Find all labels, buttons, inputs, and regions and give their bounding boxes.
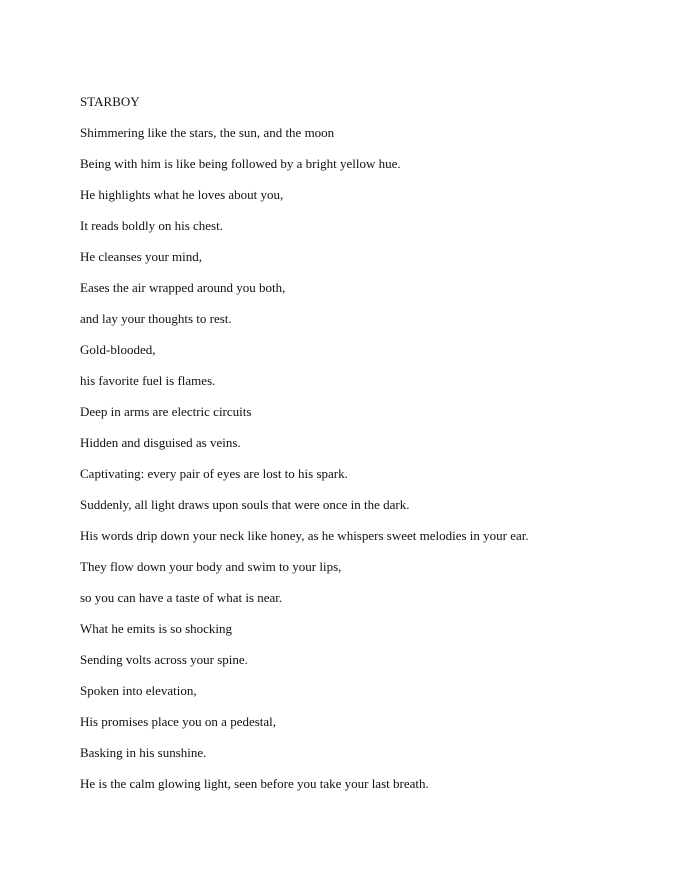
poem-line-10: Deep in arms are electric circuits bbox=[80, 404, 252, 419]
poem-line-1: Shimmering like the stars, the sun, and the moon bbox=[80, 125, 335, 140]
poem-line-3: He highlights what he loves about you, bbox=[80, 187, 284, 202]
poem-line-16: so you can have a taste of what is near. bbox=[80, 590, 283, 605]
poem-line-19: Spoken into elevation, bbox=[80, 683, 197, 698]
poem-line-14: His words drip down your neck like honey, as he whispers sweet melodies in your ear. bbox=[80, 528, 529, 543]
poem-line-7: and lay your thoughts to rest. bbox=[80, 311, 232, 326]
poem-line-22: He is the calm glowing light, seen before you take your last breath. bbox=[80, 776, 429, 791]
poem-line-6: Eases the air wrapped around you both, bbox=[80, 280, 286, 295]
poem-line-18: Sending volts across your spine. bbox=[80, 652, 248, 667]
poem-line-21: Basking in his sunshine. bbox=[80, 745, 207, 760]
poem-line-9: his favorite fuel is flames. bbox=[80, 373, 216, 388]
poem-line-13: Suddenly, all light draws upon souls that were once in the dark. bbox=[80, 497, 410, 512]
poem-line-8: Gold-blooded, bbox=[80, 342, 156, 357]
poem-line-12: Captivating: every pair of eyes are lost to his spark. bbox=[80, 466, 348, 481]
poem-line-20: His promises place you on a pedestal, bbox=[80, 714, 277, 729]
poem-line-15: They flow down your body and swim to your lips, bbox=[80, 559, 342, 574]
poem-line-5: He cleanses your mind, bbox=[80, 249, 203, 264]
poem-line-2: Being with him is like being followed by a bright yellow hue. bbox=[80, 156, 401, 171]
poem-line-17: What he emits is so shocking bbox=[80, 621, 233, 636]
poem-title: STARBOY bbox=[80, 94, 140, 109]
poem-line-4: It reads boldly on his chest. bbox=[80, 218, 223, 233]
poem-body bbox=[80, 93, 660, 806]
poem-line-11: Hidden and disguised as veins. bbox=[80, 435, 241, 450]
poem-lines bbox=[80, 124, 660, 806]
